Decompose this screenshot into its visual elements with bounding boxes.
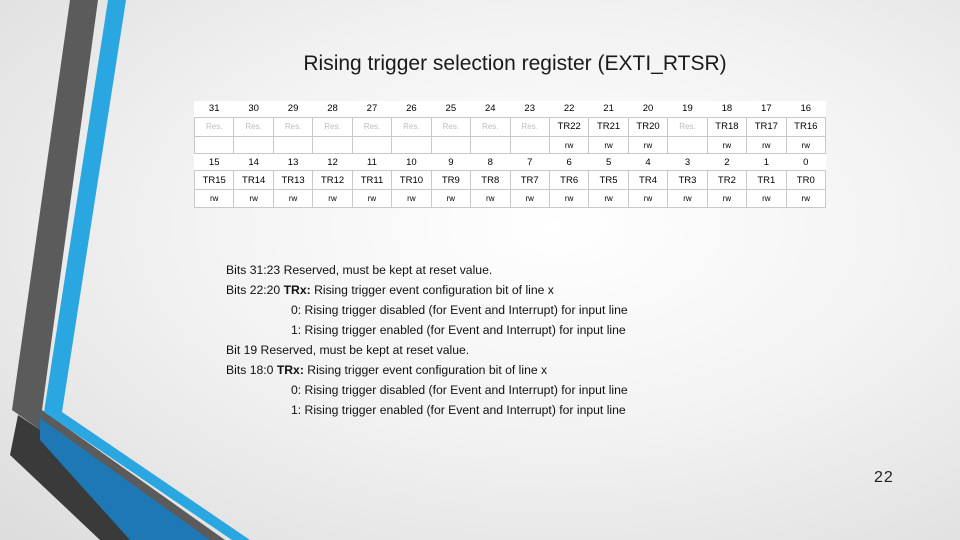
field-name-cell: TR10 [392, 171, 431, 190]
field-name-cell: TR21 [589, 117, 628, 136]
bit-number-cell: 9 [448, 156, 454, 168]
access-cell [510, 136, 549, 154]
bit-number-cell: 0 [803, 156, 809, 168]
access-cell: rw [510, 190, 549, 208]
field-name-cell: TR15 [195, 171, 234, 190]
bit-number-cell: 31 [208, 103, 220, 115]
access-cell: rw [195, 190, 234, 208]
access-cell [668, 136, 707, 154]
field-name-cell: Res. [234, 117, 273, 136]
access-cell [471, 136, 510, 154]
field-name-cell: Res. [668, 117, 707, 136]
upper-field-names-row [195, 117, 826, 136]
access-cell [352, 136, 391, 154]
access-cell: rw [747, 136, 786, 154]
desc-line: 1: Rising trigger enabled (for Event and Interrupt) for input line [291, 403, 626, 417]
bit-number-cell: 11 [367, 156, 377, 168]
access-cell: rw [589, 190, 628, 208]
bit-number-cell: 12 [327, 156, 338, 168]
bit-number-cell: 25 [445, 103, 457, 115]
field-name-cell: TR18 [707, 117, 746, 136]
bit-number-cell: 6 [566, 156, 572, 168]
bit-number-cell: 15 [208, 156, 220, 168]
bit-number-cell: 22 [563, 103, 575, 115]
bit-number-cell: 10 [406, 156, 417, 168]
access-cell: rw [707, 190, 746, 208]
bit-number-cell: 24 [484, 103, 496, 115]
upper-bit-numbers-row [195, 101, 826, 117]
bit-number-cell: 17 [761, 103, 772, 115]
field-name-cell: TR16 [786, 117, 825, 136]
field-name-cell: Res. [392, 117, 431, 136]
lower-access-row [195, 190, 826, 208]
field-name-cell: Res. [510, 117, 549, 136]
access-cell: rw [589, 136, 628, 154]
field-name-cell: TR6 [549, 171, 588, 190]
field-name-cell: TR5 [589, 171, 628, 190]
field-name-cell: Res. [313, 117, 352, 136]
access-cell: rw [668, 190, 707, 208]
access-cell [195, 136, 234, 154]
bit-number-cell: 28 [327, 103, 338, 115]
desc-line: Bits 18:0 TRx: Rising trigger event configuration bit of line x [226, 363, 548, 377]
bit-number-cell: 4 [645, 156, 651, 168]
desc-line: 0: Rising trigger disabled (for Event and Interrupt) for input line [291, 303, 628, 317]
bit-number-cell: 30 [248, 103, 259, 115]
bit-number-cell: 20 [642, 103, 654, 115]
access-cell: rw [786, 136, 825, 154]
access-cell: rw [707, 136, 746, 154]
access-cell: rw [549, 136, 588, 154]
access-cell: rw [313, 190, 352, 208]
lower-field-names-row [195, 171, 826, 190]
access-cell [313, 136, 352, 154]
bit-number-cell: 13 [287, 156, 299, 168]
desc-line: Bits 22:20 TRx: Rising trigger event configuration bit of line x [226, 283, 554, 297]
bit-number-cell: 14 [248, 156, 259, 168]
field-name-cell: TR0 [786, 171, 825, 190]
page-number: 22 [874, 469, 894, 486]
access-cell: rw [234, 190, 273, 208]
bit-number-cell: 3 [684, 156, 691, 168]
field-name-cell: TR9 [431, 171, 470, 190]
desc-line: Bit 19 Reserved, must be kept at reset value. [226, 343, 470, 357]
access-cell: rw [549, 190, 588, 208]
field-name-cell: TR8 [471, 171, 510, 190]
field-name-cell: TR3 [668, 171, 707, 190]
field-name-cell: TR7 [510, 171, 549, 190]
bit-number-cell: 21 [603, 103, 614, 115]
field-name-cell: Res. [471, 117, 510, 136]
field-name-cell: Res. [352, 117, 391, 136]
field-name-cell: Res. [273, 117, 312, 136]
bit-number-cell: 19 [682, 103, 693, 115]
lower-bit-numbers-row [195, 154, 826, 171]
bit-number-cell: 29 [287, 103, 299, 115]
field-name-cell: Res. [195, 117, 234, 136]
field-name-cell: TR2 [707, 171, 746, 190]
bit-number-cell: 5 [605, 156, 612, 168]
field-name-cell: TR20 [628, 117, 667, 136]
bit-number-cell: 23 [524, 103, 535, 115]
field-name-cell: Res. [431, 117, 470, 136]
bit-description [226, 260, 628, 420]
bit-number-cell: 2 [724, 156, 730, 168]
field-name-cell: TR12 [313, 171, 352, 190]
slide-title: Rising trigger selection register (EXTI_RTSR) [303, 52, 727, 75]
access-cell: rw [628, 136, 667, 154]
field-name-cell: TR17 [747, 117, 786, 136]
field-name-cell: TR22 [549, 117, 588, 136]
access-cell [431, 136, 470, 154]
field-name-cell: TR4 [628, 171, 667, 190]
desc-line: 1: Rising trigger enabled (for Event and Interrupt) for input line [291, 323, 626, 337]
upper-access-row [195, 136, 826, 154]
bit-number-cell: 16 [800, 103, 812, 115]
field-name-cell: TR1 [747, 171, 786, 190]
access-cell: rw [786, 190, 825, 208]
access-cell [392, 136, 431, 154]
access-cell [234, 136, 273, 154]
bit-number-cell: 8 [487, 156, 493, 168]
register-table [194, 101, 826, 208]
bit-number-cell: 26 [406, 103, 417, 115]
desc-line: 0: Rising trigger disabled (for Event and Interrupt) for input line [291, 383, 628, 397]
bit-number-cell: 7 [527, 156, 533, 168]
access-cell: rw [352, 190, 391, 208]
access-cell: rw [747, 190, 786, 208]
desc-line: Bits 31:23 Reserved, must be kept at reset value. [226, 263, 493, 277]
field-name-cell: TR13 [273, 171, 312, 190]
access-cell: rw [273, 190, 312, 208]
access-cell [273, 136, 312, 154]
access-cell: rw [431, 190, 470, 208]
field-name-cell: TR14 [234, 171, 273, 190]
field-name-cell: TR11 [352, 171, 391, 190]
access-cell: rw [471, 190, 510, 208]
bit-number-cell: 18 [721, 103, 733, 115]
access-cell: rw [628, 190, 667, 208]
access-cell: rw [392, 190, 431, 208]
bit-number-cell: 1 [763, 156, 769, 168]
bit-number-cell: 27 [366, 103, 378, 115]
